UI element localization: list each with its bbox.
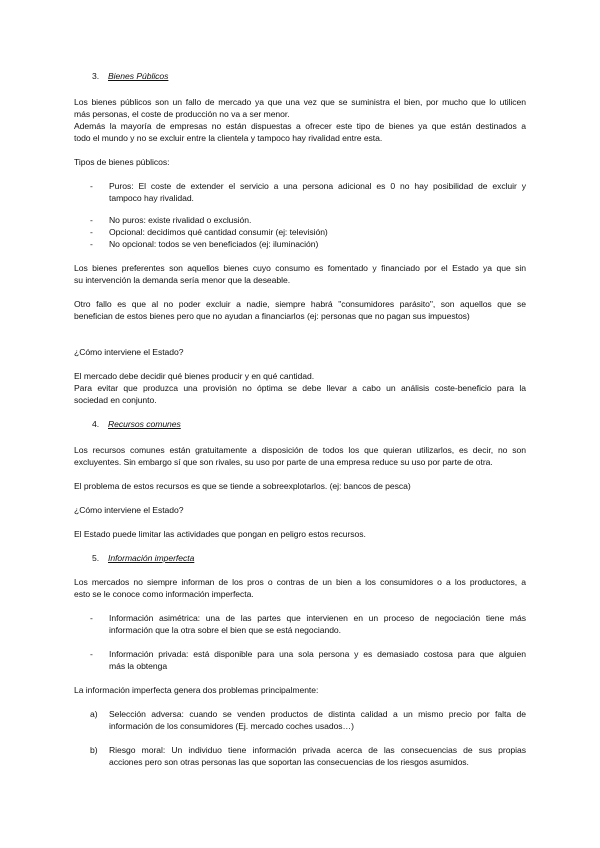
section-3-heading	[92, 71, 168, 83]
bullet-marker: -	[90, 215, 93, 225]
paragraph-line: excluyentes. Sin embargo sí que son rivales, su uso por parte de una empresa reduce su uso por parte de otra.	[74, 457, 493, 467]
list-item-line: Riesgo moral: Un individuo tiene información privada acerca de las consecuencias de sus propias	[109, 745, 526, 755]
question-line: ¿Cómo interviene el Estado?	[74, 505, 184, 515]
paragraph-line: El mercado debe decidir qué bienes producir y en qué cantidad.	[74, 371, 315, 381]
paragraph-line: benefician de estos bienes pero que no ayudan a financiarlos (ej: personas que no pagan sus impuestos)	[74, 311, 470, 321]
paragraph-line: Para evitar que produzca una provisión no óptima se debe llevar a cabo un análisis coste-beneficio para la	[74, 383, 526, 393]
paragraph-line: El Estado puede limitar las actividades que pongan en peligro estos recursos.	[74, 529, 366, 539]
section-5-heading	[92, 553, 194, 565]
section-5-number: 5.	[92, 553, 100, 563]
paragraph-line: sociedad en conjunto.	[74, 395, 157, 405]
bullet-line: Puros: El coste de extender el servicio a una persona adicional es 0 no hay posibilidad de excluir y	[109, 181, 526, 191]
paragraph-line: su intervención la demanda sería menor que la deseable.	[74, 275, 291, 285]
section-4-title: Recursos comunes	[108, 419, 181, 429]
bullet-line: No puros: existe rivalidad o exclusión.	[109, 215, 252, 225]
paragraph-line: Los bienes preferentes son aquellos bienes cuyo consumo es fomentado y financiado por el Estado ya que sin	[74, 263, 526, 273]
list-item-line: acciones pero son otras personas las que soportan las consecuencias de los riesgos asumidos.	[109, 757, 469, 767]
section-5-title: Información imperfecta	[108, 553, 195, 563]
bullet-line: tampoco hay rivalidad.	[109, 193, 194, 203]
bullet-marker: -	[90, 239, 93, 249]
types-label: Tipos de bienes públicos:	[74, 157, 170, 167]
bullet-marker: -	[90, 181, 93, 191]
bullet-line: más la obtenga	[109, 661, 168, 671]
bullet-marker: -	[90, 227, 93, 237]
section-4-number: 4.	[92, 419, 100, 429]
list-item-line: información de los consumidores (Ej. mercado coches usados…)	[109, 721, 354, 731]
section-4-heading	[92, 419, 181, 431]
bullet-line: Información privada: está disponible para una sola persona y es demasiado costosa para que alguien	[109, 649, 526, 659]
bullet-marker: -	[90, 613, 93, 623]
paragraph-line: Los mercados no siempre informan de los pros o contras de un bien a los consumidores o a los productores, a	[74, 577, 526, 587]
paragraph-line: esto se le conoce como información imperfecta.	[74, 589, 254, 599]
paragraph-line: más personas, el coste de producción no va a ser menor.	[74, 109, 290, 119]
list-letter: a)	[90, 709, 98, 719]
paragraph-line: todo el mundo y no se excluir entre la clientela y tampoco hay rivalidad entre esta.	[74, 133, 383, 143]
problems-label: La información imperfecta genera dos problemas principalmente:	[74, 685, 319, 695]
paragraph-line: El problema de estos recursos es que se tiende a sobreexplotarlos. (ej: bancos de pesca)	[74, 481, 411, 491]
question-line: ¿Cómo interviene el Estado?	[74, 347, 184, 357]
section-3-number: 3.	[92, 71, 100, 81]
bullet-line: Información asimétrica: una de las partes que intervienen en un proceso de negociación tiene más	[109, 613, 526, 623]
paragraph-line: Otro fallo es que al no poder excluir a nadie, siempre habrá "consumidores parásito", son aquellos que se	[74, 299, 526, 309]
section-3-title: Bienes Públicos	[108, 71, 169, 81]
list-item-line: Selección adversa: cuando se venden productos de distinta calidad a un mismo precio por falta de	[109, 709, 526, 719]
paragraph-line: Los bienes públicos son un fallo de mercado ya que una vez que se suministra el bien, por mucho que lo utilicen	[74, 97, 526, 107]
bullet-marker: -	[90, 649, 93, 659]
list-letter: b)	[90, 745, 98, 755]
bullet-line: No opcional: todos se ven beneficiados (ej: iluminación)	[109, 239, 319, 249]
paragraph-line: Además la mayoría de empresas no están dispuestas a ofrecer este tipo de bienes ya que están destinados a	[74, 121, 526, 131]
bullet-line: Opcional: decidimos qué cantidad consumir (ej: televisión)	[109, 227, 328, 237]
paragraph-line: Los recursos comunes están gratuitamente a disposición de todos los que quieran utilizarlos, es decir, no son	[74, 445, 526, 455]
bullet-line: información que la otra sobre el bien que se está negociando.	[109, 625, 342, 635]
